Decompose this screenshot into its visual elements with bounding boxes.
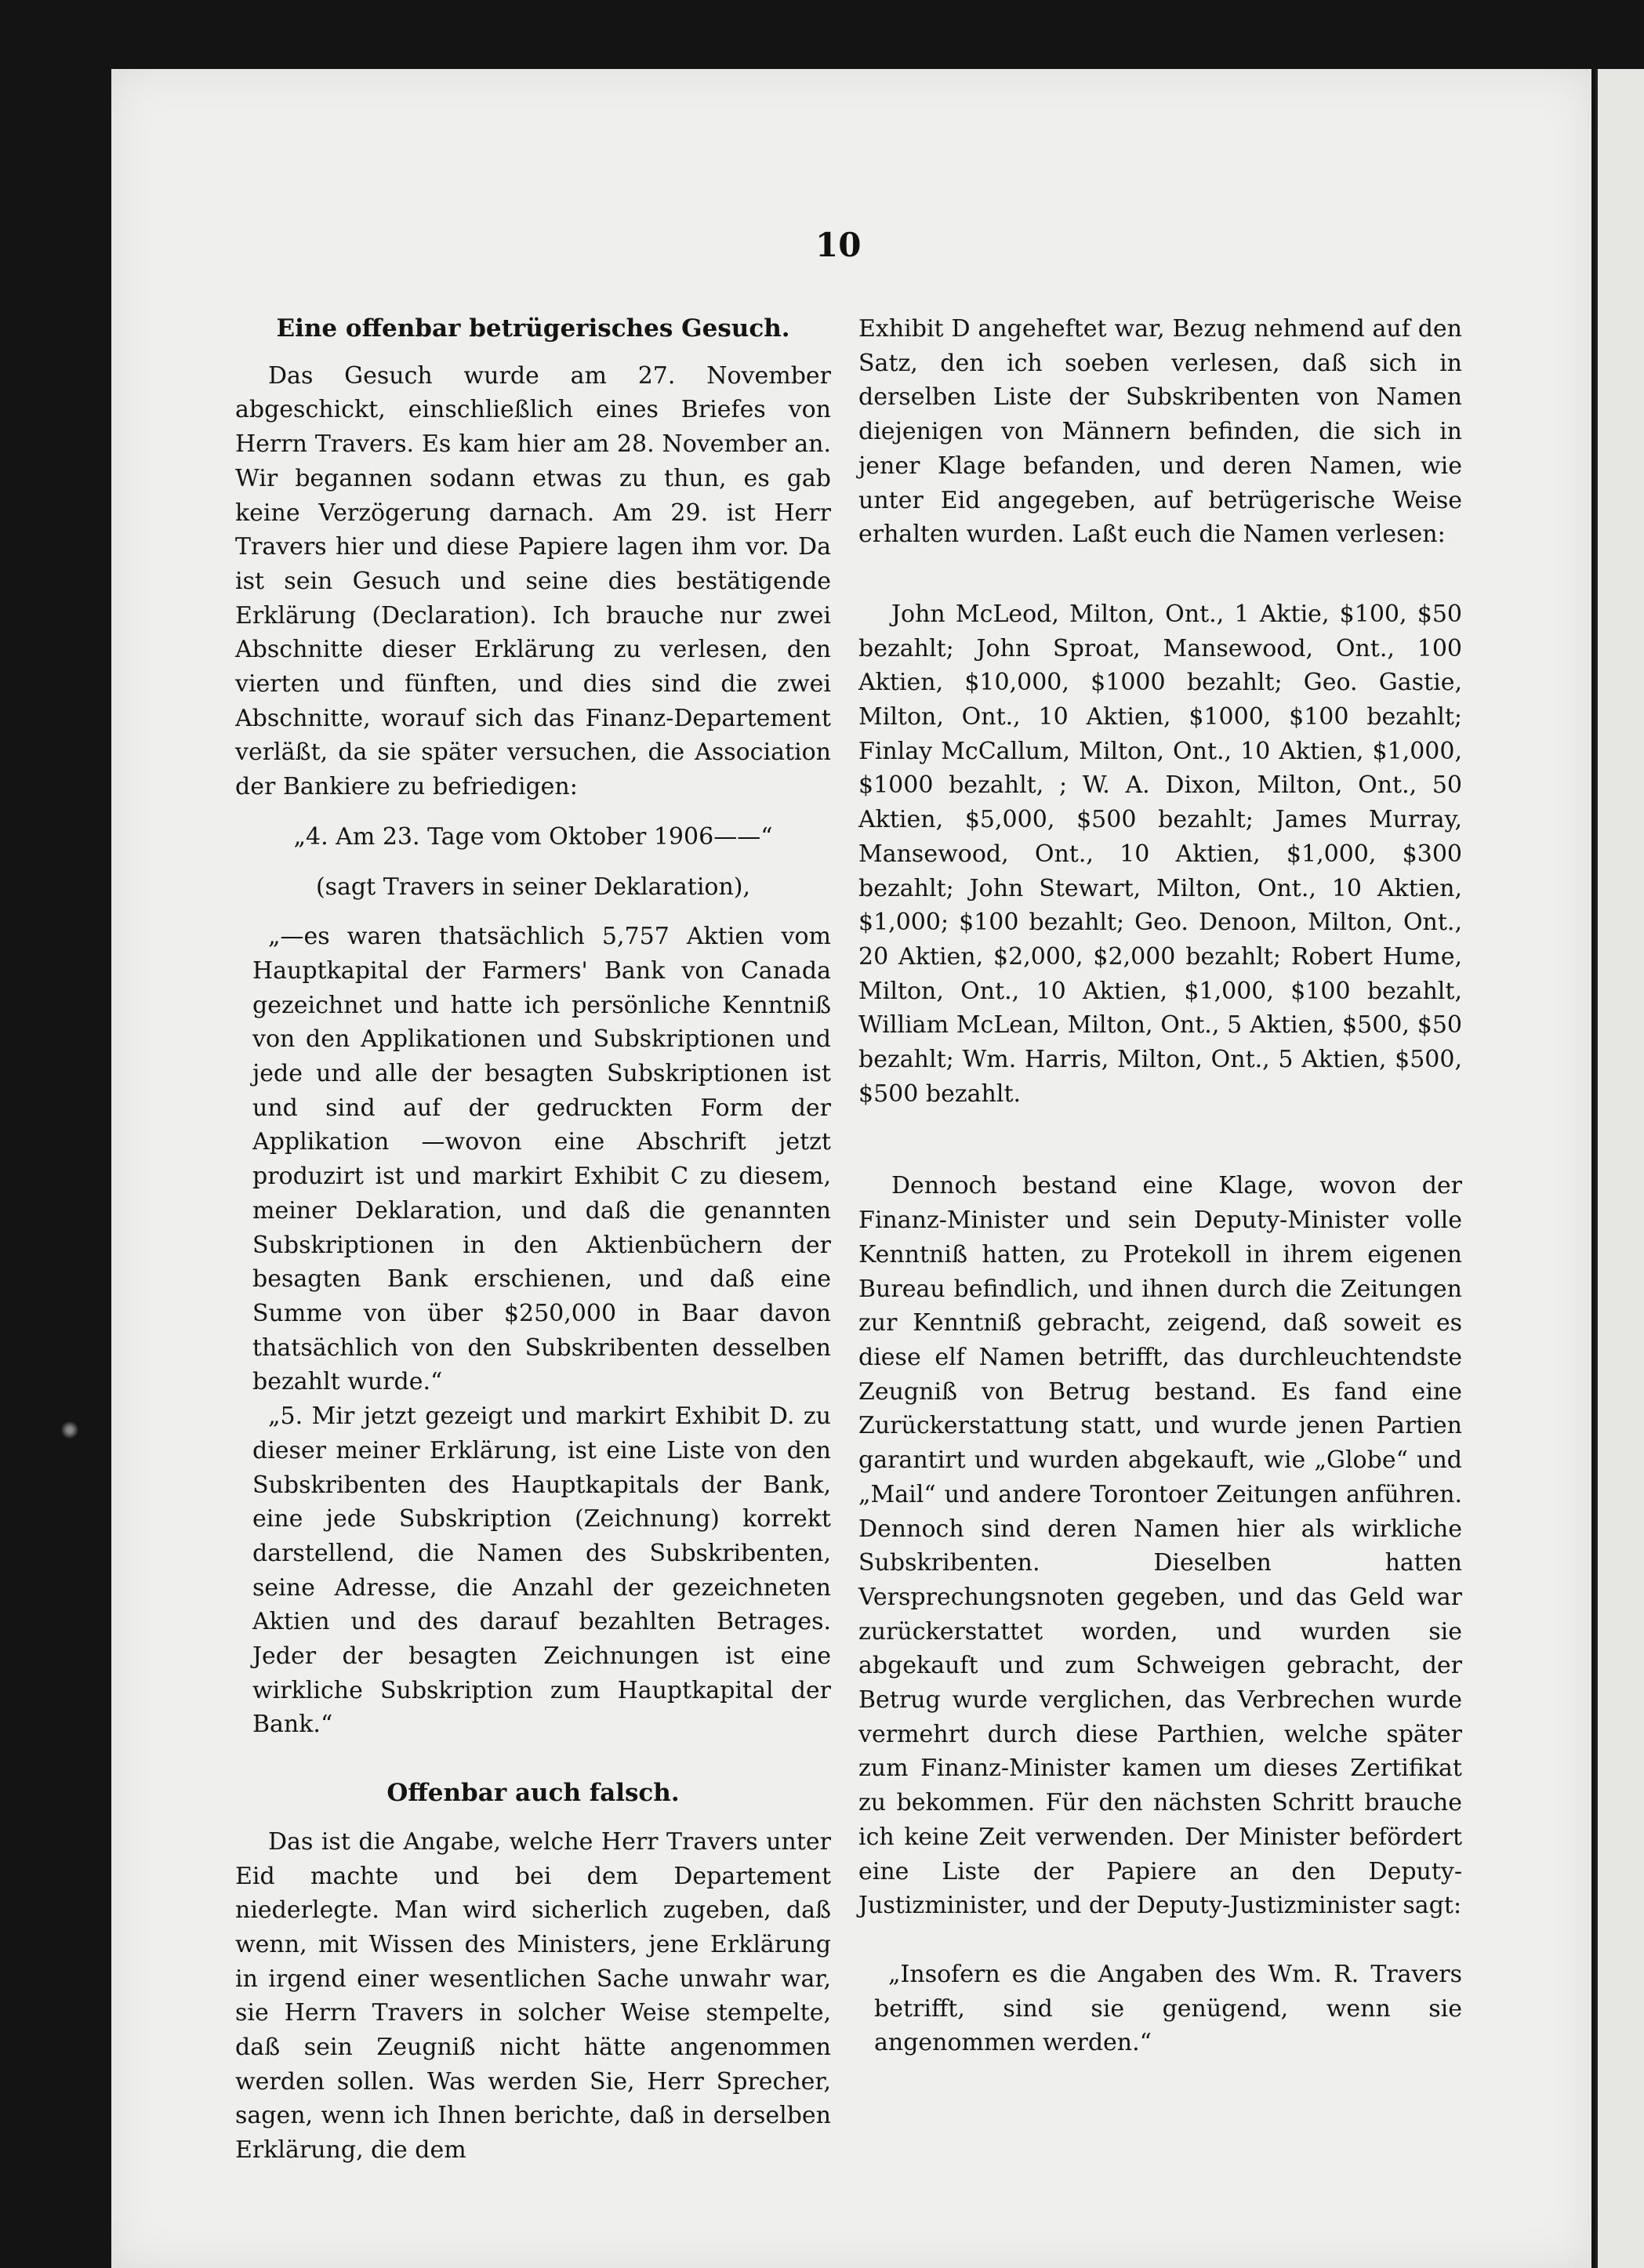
page-number: 10	[815, 226, 862, 264]
quote-paragraph-4: „—es waren thatsächlich 5,757 Aktien vom Hauptkapital der Farmers' Bank von Canada gezeichnet und hatte ich persönliche Kenntniß von den Applikationen und Subskriptionen und jede und alle der besagten Subskriptionen ist und sind auf der gedruckten Form der Applikation —wovon eine Abschrift jetzt produzirt ist und markirt Exhibit C zu diesem, meiner Deklaration, und daß die genannten Subskriptionen in den Aktienbüchern der besagten Bank erschienen, und daß eine Summe von über $250,000 in Baar davon thatsächlich von den Subskribenten desselben bezahlt wurde.“	[252, 923, 831, 1396]
final-quote	[858, 1958, 1462, 2060]
declaration-quote	[235, 920, 831, 1742]
section-heading-1: Eine offenbar betrügerisches Gesuch.	[276, 314, 790, 343]
body-text	[858, 1169, 1462, 1922]
scan-speck	[61, 1421, 78, 1439]
quote-intro: „4. Am 23. Tage vom Oktober 1906——“	[293, 822, 773, 851]
paragraph: Dennoch bestand eine Klage, wovon der Finanz-Minister und sein Deputy-Minister volle Kenntniß hatten, zu Protekoll in ihrem eigenen Bureau befindlich, und ihnen durch die Zeitungen zur Kenntniß gebracht, zeigend, daß soweit es diese elf Namen betrifft, das durchleuchtendste Zeugniß von Betrug bestand. Es fand eine Zurückerstattung statt, und wurde jenen Partien garantirt und wurden abgekauft, wie „Globe“ und „Mail“ und andere Torontoer Zeitungen anführen. Dennoch sind deren Namen hier als wirkliche Subskribenten. Dieselben hatten Versprechungsnoten gegeben, und das Geld war zurückerstattet worden, und wurden sie abgekauft und zum Schweigen gebracht, der Betrug wurde verglichen, das Verbrechen wurde vermehrt durch diese Parthien, welche später zum Finanz-Minister kamen um dieses Zertifikat zu bekommen. Für den nächsten Schritt brauche ich keine Zeit verwenden. Der Minister befördert eine Liste der Papiere an den Deputy-Justizminister, und der Deputy-Justizminister sagt:	[858, 1172, 1462, 1920]
left-column	[235, 312, 831, 2168]
names-paragraph: John McLeod, Milton, Ont., 1 Aktie, $100, $50 bezahlt; John Sproat, Mansewood, Ont., 100 Aktien, $10,000, $1000 bezahlt; Geo. Gastie, Milton, Ont., 10 Aktien, $1000, $100 bezahlt; Finlay McCallum, Milton, Ont., 10 Aktien, $1,000, $1000 bezahlt, ; W. A. Dixon, Milton, Ont., 50 Aktien, $5,000, $500 bezahlt; James Murray, Mansewood, Ont., 10 Aktien, $1,000, $300 bezahlt; John Stewart, Milton, Ont., 10 Aktien, $1,000; $100 bezahlt; Geo. Denoon, Milton, Ont., 20 Aktien, $2,000, $2,000 bezahlt; Robert Hume, Milton, Ont., 10 Aktien, $1,000, $100 bezahlt, William McLean, Milton, Ont., 5 Aktien, $500, $50 bezahlt; Wm. Harris, Milton, Ont., 5 Aktien, $500, $500 bezahlt.	[858, 600, 1462, 1108]
paragraph: Das ist die Angabe, welche Herr Travers unter Eid machte und bei dem Departement niederlegte. Man wird sicherlich zugeben, daß wenn, mit Wissen des Ministers, jene Erklärung in irgend einer wesentlichen Sache unwahr war, sie Herrn Travers in solcher Weise stempelte, daß sein Zeugniß nicht hätte angenommen werden sollen. Was werden Sie, Herr Sprecher, sagen, wenn ich Ihnen berichte, daß in derselben Erklärung, die dem	[235, 1827, 831, 2165]
quote-attribution: (sagt Travers in seiner Deklaration),	[315, 873, 751, 901]
paragraph: Das Gesuch wurde am 27. November abgeschickt, einschließlich eines Briefes von Herrn Travers. Es kam hier am 28. November an. Wir begannen sodann etwas zu thun, es gab keine Verzögerung darnach. Am 29. ist Herr Travers hier und diese Papiere lagen ihm vor. Da ist sein Gesuch und seine dies bestätigende Erklärung (Declaration). Ich brauche nur zwei Abschnitte dieser Erklärung zu verlesen, den vierten und fünften, und dies sind die zwei Abschnitte, worauf sich das Finanz-Departement verläßt, da sie später versuchen, die Association der Bankiere zu befriedigen:	[235, 361, 831, 801]
quote-paragraph: „Insofern es die Angaben des Wm. R. Travers betrifft, sind sie genügend, wenn sie angenommen werden.“	[874, 1960, 1462, 2057]
right-column	[858, 312, 1462, 2060]
section-heading-2: Offenbar auch falsch.	[387, 1779, 680, 1808]
subscriber-names-list	[858, 597, 1462, 1112]
paragraph: Exhibit D angeheftet war, Bezug nehmend auf den Satz, den ich soeben verlesen, daß sich in derselben Liste der Subskribenten von Namen diejenigen von Männern befinden, die sich in jener Klage befanden, und deren Namen, wie unter Eid angegeben, auf betrügerische Weise erhalten wurden. Laßt euch die Namen verlesen:	[858, 315, 1462, 549]
quote-paragraph-5: „5. Mir jetzt gezeigt und markirt Exhibit D. zu dieser meiner Erklärung, ist eine Liste von den Subskribenten des Hauptkapitals der Bank, eine jede Subskription (Zeichnung) korrekt darstellend, die Namen des Subskribenten, seine Adresse, die Anzahl der gezeichneten Aktien und des darauf bezahlten Betrages. Jeder der besagten Zeichnungen ist eine wirkliche Subskription zum Hauptkapital der Bank.“	[252, 1403, 831, 1739]
facing-page-edge	[1595, 69, 1644, 2268]
